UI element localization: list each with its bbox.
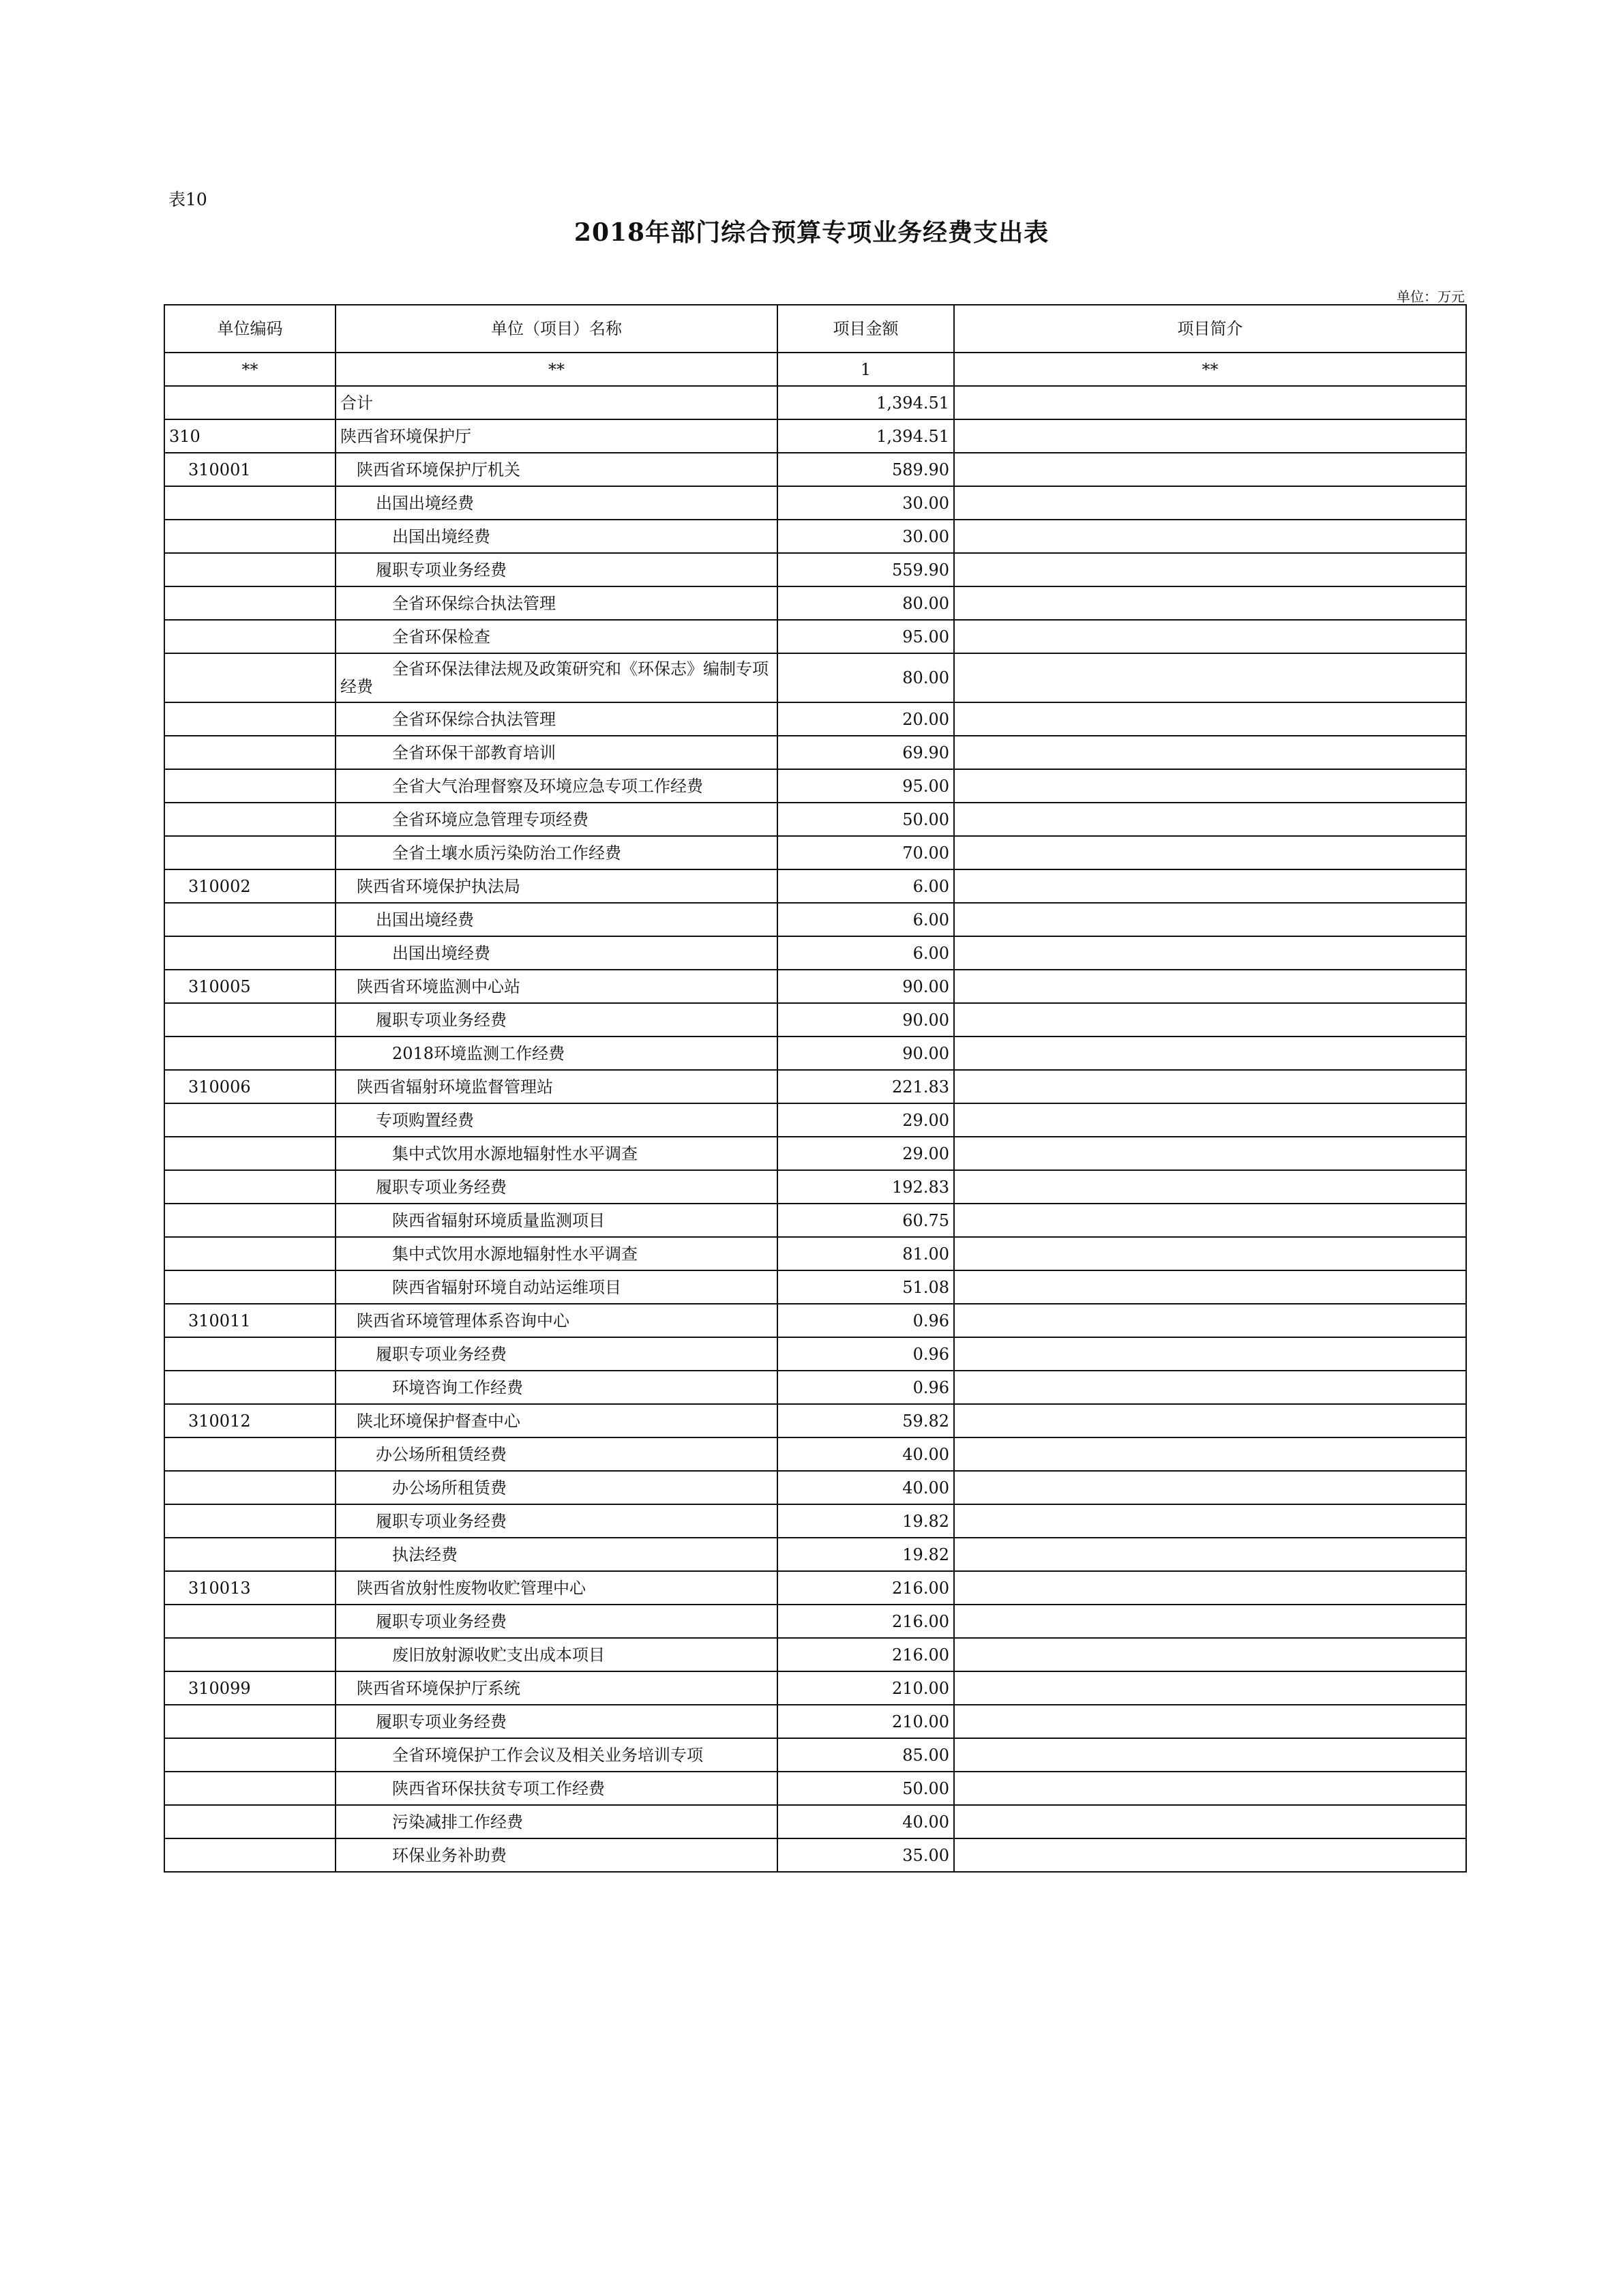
cell-name: 履职专项业务经费 bbox=[336, 1337, 777, 1371]
cell-amount: 29.00 bbox=[777, 1103, 954, 1137]
cell-amount: 81.00 bbox=[777, 1237, 954, 1270]
cell-name: 陕西省辐射环境监督管理站 bbox=[336, 1070, 777, 1103]
cell-amount: 210.00 bbox=[777, 1671, 954, 1705]
cell-intro bbox=[954, 1504, 1466, 1538]
cell-amount: 1,394.51 bbox=[777, 386, 954, 419]
cell-code: 310006 bbox=[164, 1070, 336, 1103]
cell-name: 陕西省环境管理体系咨询中心 bbox=[336, 1304, 777, 1337]
cell-amount: 50.00 bbox=[777, 803, 954, 836]
table-row bbox=[164, 936, 1466, 970]
cell-amount: 19.82 bbox=[777, 1538, 954, 1571]
cell-name: 全省环保检查 bbox=[336, 620, 777, 653]
cell-intro bbox=[954, 1805, 1466, 1838]
table-row bbox=[164, 486, 1466, 520]
cell-amount: 85.00 bbox=[777, 1738, 954, 1772]
cell-name: 全省环保干部教育培训 bbox=[336, 736, 777, 769]
table-row bbox=[164, 1538, 1466, 1571]
cell-amount: 19.82 bbox=[777, 1504, 954, 1538]
cell-intro bbox=[954, 620, 1466, 653]
cell-code: 310 bbox=[164, 419, 336, 453]
cell-code bbox=[164, 769, 336, 803]
cell-intro bbox=[954, 1204, 1466, 1237]
cell-code bbox=[164, 1237, 336, 1270]
cell-code bbox=[164, 836, 336, 869]
cell-amount: 20.00 bbox=[777, 702, 954, 736]
table-row bbox=[164, 1037, 1466, 1070]
cell-name: 陕西省放射性废物收贮管理中心 bbox=[336, 1571, 777, 1605]
marker-amount: 1 bbox=[777, 353, 954, 386]
table-row bbox=[164, 553, 1466, 586]
cell-name: 履职专项业务经费 bbox=[336, 1605, 777, 1638]
table-row bbox=[164, 1638, 1466, 1671]
table-row bbox=[164, 1103, 1466, 1137]
cell-name: 废旧放射源收贮支出成本项目 bbox=[336, 1638, 777, 1671]
cell-code bbox=[164, 936, 336, 970]
cell-intro bbox=[954, 553, 1466, 586]
cell-amount: 95.00 bbox=[777, 769, 954, 803]
cell-code bbox=[164, 736, 336, 769]
table-row bbox=[164, 653, 1466, 702]
cell-name: 集中式饮用水源地辐射性水平调查 bbox=[336, 1137, 777, 1170]
cell-intro bbox=[954, 586, 1466, 620]
cell-amount: 40.00 bbox=[777, 1437, 954, 1471]
table-row bbox=[164, 1805, 1466, 1838]
cell-code bbox=[164, 1471, 336, 1504]
cell-amount: 40.00 bbox=[777, 1471, 954, 1504]
cell-amount: 216.00 bbox=[777, 1571, 954, 1605]
cell-code bbox=[164, 1538, 336, 1571]
cell-name: 环境咨询工作经费 bbox=[336, 1371, 777, 1404]
cell-intro bbox=[954, 1103, 1466, 1137]
cell-amount: 69.90 bbox=[777, 736, 954, 769]
table-row bbox=[164, 1304, 1466, 1337]
cell-amount: 70.00 bbox=[777, 836, 954, 869]
cell-intro bbox=[954, 903, 1466, 936]
cell-intro bbox=[954, 702, 1466, 736]
marker-row bbox=[164, 353, 1466, 386]
cell-code bbox=[164, 653, 336, 702]
cell-code: 310099 bbox=[164, 1671, 336, 1705]
cell-name: 污染减排工作经费 bbox=[336, 1805, 777, 1838]
cell-amount: 0.96 bbox=[777, 1337, 954, 1371]
unit-note: 单位：万元 bbox=[1397, 288, 1465, 305]
cell-code bbox=[164, 620, 336, 653]
cell-amount: 0.96 bbox=[777, 1304, 954, 1337]
cell-name: 出国出境经费 bbox=[336, 903, 777, 936]
cell-code: 310005 bbox=[164, 970, 336, 1003]
cell-code: 310012 bbox=[164, 1404, 336, 1437]
cell-name: 陕西省环境保护厅机关 bbox=[336, 453, 777, 486]
cell-amount: 90.00 bbox=[777, 1037, 954, 1070]
cell-name: 履职专项业务经费 bbox=[336, 1504, 777, 1538]
header-code: 单位编码 bbox=[164, 305, 336, 353]
table-row bbox=[164, 702, 1466, 736]
cell-intro bbox=[954, 1772, 1466, 1805]
table-row bbox=[164, 736, 1466, 769]
cell-name: 陕西省环境保护厅系统 bbox=[336, 1671, 777, 1705]
cell-name: 合计 bbox=[336, 386, 777, 419]
cell-name: 陕西省环境保护厅 bbox=[336, 419, 777, 453]
table-row bbox=[164, 1738, 1466, 1772]
table-row bbox=[164, 1170, 1466, 1204]
cell-code: 310013 bbox=[164, 1571, 336, 1605]
table-row bbox=[164, 1437, 1466, 1471]
cell-amount: 30.00 bbox=[777, 486, 954, 520]
cell-name: 2018环境监测工作经费 bbox=[336, 1037, 777, 1070]
cell-intro bbox=[954, 1070, 1466, 1103]
cell-name: 执法经费 bbox=[336, 1538, 777, 1571]
cell-intro bbox=[954, 936, 1466, 970]
cell-code bbox=[164, 586, 336, 620]
cell-name: 全省大气治理督察及环境应急专项工作经费 bbox=[336, 769, 777, 803]
cell-amount: 60.75 bbox=[777, 1204, 954, 1237]
cell-name: 办公场所租赁费 bbox=[336, 1471, 777, 1504]
budget-table bbox=[164, 304, 1467, 1873]
cell-name: 履职专项业务经费 bbox=[336, 1705, 777, 1738]
cell-amount: 80.00 bbox=[777, 586, 954, 620]
cell-intro bbox=[954, 970, 1466, 1003]
cell-intro bbox=[954, 453, 1466, 486]
cell-amount: 216.00 bbox=[777, 1605, 954, 1638]
cell-amount: 59.82 bbox=[777, 1404, 954, 1437]
cell-amount: 40.00 bbox=[777, 1805, 954, 1838]
cell-amount: 216.00 bbox=[777, 1638, 954, 1671]
table-row bbox=[164, 1003, 1466, 1037]
cell-code bbox=[164, 553, 336, 586]
cell-code bbox=[164, 1103, 336, 1137]
cell-amount: 6.00 bbox=[777, 869, 954, 903]
cell-amount: 1,394.51 bbox=[777, 419, 954, 453]
cell-code bbox=[164, 486, 336, 520]
table-row bbox=[164, 1705, 1466, 1738]
marker-intro: ** bbox=[954, 353, 1466, 386]
cell-intro bbox=[954, 1337, 1466, 1371]
cell-intro bbox=[954, 1037, 1466, 1070]
cell-intro bbox=[954, 1371, 1466, 1404]
cell-intro bbox=[954, 1738, 1466, 1772]
cell-code bbox=[164, 1605, 336, 1638]
cell-amount: 35.00 bbox=[777, 1838, 954, 1872]
table-row bbox=[164, 1471, 1466, 1504]
cell-code bbox=[164, 803, 336, 836]
cell-amount: 50.00 bbox=[777, 1772, 954, 1805]
cell-intro bbox=[954, 1705, 1466, 1738]
cell-intro bbox=[954, 869, 1466, 903]
cell-name: 陕北环境保护督查中心 bbox=[336, 1404, 777, 1437]
cell-intro bbox=[954, 1237, 1466, 1270]
table-row bbox=[164, 1404, 1466, 1437]
cell-amount: 6.00 bbox=[777, 903, 954, 936]
cell-intro bbox=[954, 1170, 1466, 1204]
cell-code bbox=[164, 1037, 336, 1070]
cell-name: 陕西省辐射环境质量监测项目 bbox=[336, 1204, 777, 1237]
cell-name: 陕西省环保扶贫专项工作经费 bbox=[336, 1772, 777, 1805]
cell-code: 310011 bbox=[164, 1304, 336, 1337]
table-row bbox=[164, 1137, 1466, 1170]
table-number: 表10 bbox=[168, 190, 207, 209]
cell-name: 集中式饮用水源地辐射性水平调查 bbox=[336, 1237, 777, 1270]
table-row bbox=[164, 386, 1466, 419]
cell-name: 履职专项业务经费 bbox=[336, 553, 777, 586]
cell-amount: 29.00 bbox=[777, 1137, 954, 1170]
table-row bbox=[164, 1671, 1466, 1705]
table-row bbox=[164, 1605, 1466, 1638]
table-row bbox=[164, 970, 1466, 1003]
cell-intro bbox=[954, 769, 1466, 803]
table-row bbox=[164, 1838, 1466, 1872]
cell-code bbox=[164, 386, 336, 419]
cell-name: 履职专项业务经费 bbox=[336, 1170, 777, 1204]
header-row bbox=[164, 305, 1466, 353]
table-row bbox=[164, 1772, 1466, 1805]
table-row bbox=[164, 1204, 1466, 1237]
cell-amount: 0.96 bbox=[777, 1371, 954, 1404]
cell-code: 310001 bbox=[164, 453, 336, 486]
cell-name: 履职专项业务经费 bbox=[336, 1003, 777, 1037]
cell-intro bbox=[954, 1270, 1466, 1304]
cell-amount: 90.00 bbox=[777, 970, 954, 1003]
cell-amount: 221.83 bbox=[777, 1070, 954, 1103]
cell-name: 陕西省辐射环境自动站运维项目 bbox=[336, 1270, 777, 1304]
table-row bbox=[164, 1070, 1466, 1103]
cell-intro bbox=[954, 1404, 1466, 1437]
cell-code bbox=[164, 903, 336, 936]
table-row bbox=[164, 803, 1466, 836]
cell-code bbox=[164, 1838, 336, 1872]
cell-name: 陕西省环境保护执法局 bbox=[336, 869, 777, 903]
cell-name: 陕西省环境监测中心站 bbox=[336, 970, 777, 1003]
cell-intro bbox=[954, 520, 1466, 553]
cell-code bbox=[164, 1738, 336, 1772]
cell-name: 出国出境经费 bbox=[336, 936, 777, 970]
cell-intro bbox=[954, 386, 1466, 419]
cell-intro bbox=[954, 1437, 1466, 1471]
marker-code: ** bbox=[164, 353, 336, 386]
cell-name: 出国出境经费 bbox=[336, 486, 777, 520]
table-row bbox=[164, 1270, 1466, 1304]
page-title: 2018年部门综合预算专项业务经费支出表 bbox=[574, 218, 1049, 247]
marker-name: ** bbox=[336, 353, 777, 386]
table-row bbox=[164, 1237, 1466, 1270]
cell-name: 全省环境保护工作会议及相关业务培训专项 bbox=[336, 1738, 777, 1772]
cell-intro bbox=[954, 1137, 1466, 1170]
table-row bbox=[164, 586, 1466, 620]
cell-intro bbox=[954, 419, 1466, 453]
cell-intro bbox=[954, 1538, 1466, 1571]
cell-intro bbox=[954, 803, 1466, 836]
table-row bbox=[164, 869, 1466, 903]
cell-amount: 30.00 bbox=[777, 520, 954, 553]
cell-name: 办公场所租赁经费 bbox=[336, 1437, 777, 1471]
cell-name: 全省环保综合执法管理 bbox=[336, 586, 777, 620]
cell-amount: 80.00 bbox=[777, 653, 954, 702]
cell-code bbox=[164, 1705, 336, 1738]
table-row bbox=[164, 836, 1466, 869]
cell-intro bbox=[954, 653, 1466, 702]
cell-amount: 210.00 bbox=[777, 1705, 954, 1738]
table-row bbox=[164, 769, 1466, 803]
cell-name: 全省土壤水质污染防治工作经费 bbox=[336, 836, 777, 869]
cell-code bbox=[164, 1504, 336, 1538]
cell-code bbox=[164, 702, 336, 736]
cell-code bbox=[164, 1805, 336, 1838]
cell-intro bbox=[954, 1304, 1466, 1337]
cell-intro bbox=[954, 1638, 1466, 1671]
cell-code: 310002 bbox=[164, 869, 336, 903]
cell-code bbox=[164, 1170, 336, 1204]
cell-intro bbox=[954, 1471, 1466, 1504]
table-row bbox=[164, 903, 1466, 936]
cell-code bbox=[164, 1003, 336, 1037]
cell-code bbox=[164, 1371, 336, 1404]
cell-intro bbox=[954, 736, 1466, 769]
cell-code bbox=[164, 1638, 336, 1671]
table-row bbox=[164, 1571, 1466, 1605]
cell-amount: 51.08 bbox=[777, 1270, 954, 1304]
cell-intro bbox=[954, 1671, 1466, 1705]
cell-code bbox=[164, 520, 336, 553]
cell-intro bbox=[954, 1003, 1466, 1037]
cell-intro bbox=[954, 1571, 1466, 1605]
header-intro: 项目简介 bbox=[954, 305, 1466, 353]
table-row bbox=[164, 520, 1466, 553]
cell-name: 专项购置经费 bbox=[336, 1103, 777, 1137]
cell-name: 环保业务补助费 bbox=[336, 1838, 777, 1872]
cell-amount: 90.00 bbox=[777, 1003, 954, 1037]
table-row bbox=[164, 419, 1466, 453]
cell-code bbox=[164, 1137, 336, 1170]
header-name: 单位（项目）名称 bbox=[336, 305, 777, 353]
cell-amount: 95.00 bbox=[777, 620, 954, 653]
cell-name: 全省环境应急管理专项经费 bbox=[336, 803, 777, 836]
cell-intro bbox=[954, 1838, 1466, 1872]
table-row bbox=[164, 1504, 1466, 1538]
cell-name: 全省环保综合执法管理 bbox=[336, 702, 777, 736]
cell-name: 全省环保法律法规及政策研究和《环保志》编制专项经费 bbox=[336, 653, 777, 702]
table-row bbox=[164, 1371, 1466, 1404]
cell-code bbox=[164, 1772, 336, 1805]
table-row bbox=[164, 1337, 1466, 1371]
cell-code bbox=[164, 1204, 336, 1237]
cell-code bbox=[164, 1270, 336, 1304]
cell-intro bbox=[954, 1605, 1466, 1638]
table-row bbox=[164, 620, 1466, 653]
cell-amount: 589.90 bbox=[777, 453, 954, 486]
cell-amount: 192.83 bbox=[777, 1170, 954, 1204]
cell-code bbox=[164, 1437, 336, 1471]
cell-intro bbox=[954, 486, 1466, 520]
header-amount: 项目金额 bbox=[777, 305, 954, 353]
cell-amount: 6.00 bbox=[777, 936, 954, 970]
cell-code bbox=[164, 1337, 336, 1371]
cell-amount: 559.90 bbox=[777, 553, 954, 586]
cell-name: 出国出境经费 bbox=[336, 520, 777, 553]
cell-intro bbox=[954, 836, 1466, 869]
table-row bbox=[164, 453, 1466, 486]
